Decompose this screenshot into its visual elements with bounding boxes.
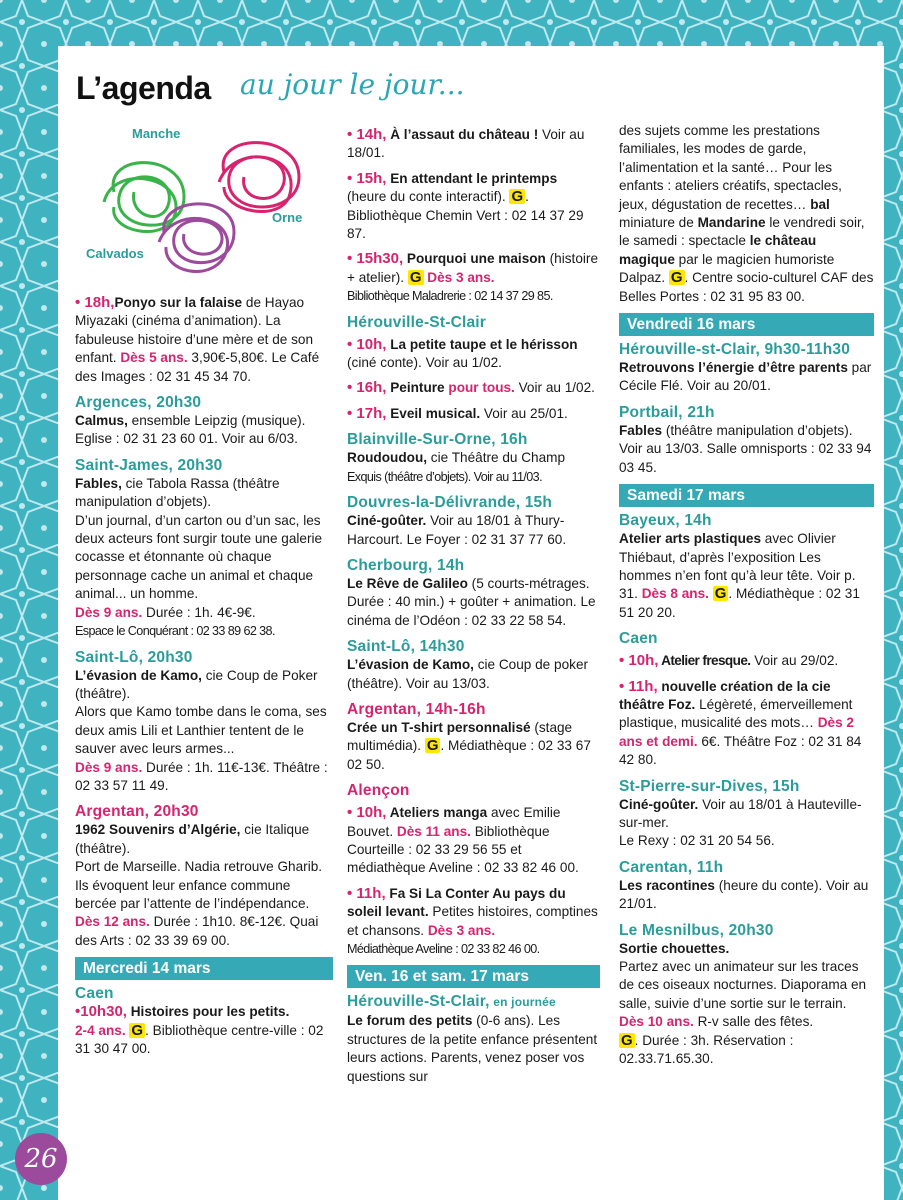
day-bar-vendredi: Vendredi 16 mars — [619, 313, 874, 336]
event-cine-douvres: Douvres-la-Délivrande, 15h Ciné-goûter. Voir au 18/01 à Thury-Harcourt. Le Foyer : 02 31 37 77 60. — [347, 494, 567, 547]
region-orne: Orne — [272, 210, 303, 225]
page-title: L’agenda — [76, 70, 211, 106]
event-ponyo: • 18h,Ponyo sur la falaise de Hayao Miyazaki (cinéma d’animation). La fabuleuse histoire d’une mère et de son enfant. Dès 5 ans. 3,90€-5,80€. Le Café des Images : 02 31 45 34 70. — [75, 294, 320, 384]
event-kamo: Saint-Lô, 20h30 L’évasion de Kamo, cie Coup de Poker (théâtre). Alors que Kamo tombe dans le coma, ses deux amis Lili et Lanthier tentent de le sauver avec leurs armes... Dès 9 ans. Durée : 1h. 11€-13€. Théâtre : 02 33 57 11 49. — [75, 648, 328, 793]
day-bar-ven-sam: Ven. 16 et sam. 17 mars — [347, 965, 600, 988]
badge-g: G — [670, 269, 683, 287]
event-chouettes: Le Mesnilbus, 20h30 Sortie chouettes. Partez avec un animateur sur les traces de ces oiseaux nocturnes. Diaporama en salle, suivie d’une sortie sur le terrain. Dès 10 ans. R-v salle des fêtes. G . Durée : 3h. Réservation : 02.33.71.65.30. — [619, 921, 867, 1067]
event-forum-continued: des sujets comme les prestations familiales, les modes de garde, l’alimentation et la santé… Pour les enfants : ateliers créatifs, spectacles, jeux, dégustation de recettes… bal miniature de Mandarine le vendredi soir, le samedi : spectacle le château magique par le magicien humoriste Dalpaz. G . Centre socio-culturel CAF des Belles Portes : 02 31 95 83 00. — [619, 123, 874, 304]
event-cine-stpierre: St-Pierre-sur-Dives, 15h Ciné-goûter. Voir au 18/01 à Hauteville-sur-mer. Le Rexy : 02 31 20 54 56. — [619, 777, 862, 849]
badge-g: G — [131, 1021, 144, 1039]
event-maison: • 15h30, Pourquoi une maison (histoire + atelier). G Dès 3 ans. Bibliothèque Maladrerie : 02 14 37 29 85. — [347, 250, 598, 304]
region-manche: Manche — [132, 126, 181, 141]
town-alencon: Alençon — [347, 782, 410, 800]
event-soleil-levant: • 11h, Fa Si La Conter Au pays du soleil levant. Petites histoires, comptines et chansons. Dès 3 ans. Médiathèque Aveline : 02 33 82 46 00. — [347, 884, 598, 956]
town-caen: Caen — [619, 630, 658, 648]
page-content — [58, 46, 884, 1200]
event-chateau: • 14h, À l’assaut du château ! Voir au 18/01. — [347, 126, 585, 161]
day-bar-samedi: Samedi 17 mars — [619, 484, 874, 507]
region-scribble-graphic — [74, 122, 314, 282]
event-fables-portbail: Portbail, 21h Fables (théâtre manipulation d’objets). Voir au 13/03. Salle omnisports : 02 33 94 03 45. — [619, 403, 872, 475]
event-fresque: • 10h, Atelier fresque. Voir au 29/02. — [619, 652, 839, 670]
event-eveil: • 17h, Eveil musical. Voir au 25/01. — [347, 404, 568, 422]
event-arts-plastiques: Bayeux, 14h Atelier arts plastiques avec Olivier Thiébaut, d’après l’exposition Les hommes n’en font qu’à leur tête. Voir p. 31. Dès 8 ans. G . Médiathèque : 02 31 51 20 20. — [619, 512, 860, 620]
event-manga: • 10h, Ateliers manga avec Emilie Bouvet. Dès 11 ans. Bibliothèque Courteille : 02 33 29 56 55 et médiathèque Aveline : 02 33 82 46 00. — [347, 804, 579, 876]
badge-g: G — [621, 1031, 633, 1049]
event-fables: Saint-James, 20h30 Fables, cie Tabola Rassa (théâtre manipulation d’objets). D’un journal, d’un carton ou d’un sac, les deux acteurs font surgir toute une galerie cocasse et étonnante où chaque personnage cache un animal et chaque animal... un homme. Dès 9 ans. Durée : 1h. 4€-9€. Espace le Conquérant : 02 33 89 62 38. — [75, 456, 323, 639]
event-foz: • 11h, nouvelle création de la cie théâtre Foz. Légèreté, émerveillement plastique, musicalité des mots… Dès 2 ans et demi. 6€. Théâtre Foz : 02 31 84 42 80. — [619, 677, 862, 768]
column-1 — [75, 294, 333, 1065]
event-calmus: Argences, 20h30 Calmus, ensemble Leipzig (musique). Eglise : 02 31 23 60 01. Voir au 6/03. — [75, 394, 306, 447]
town-herouville: Hérouville-St-Clair — [347, 313, 487, 331]
event-peinture: • 16h, Peinture pour tous. Voir au 1/02. — [347, 379, 595, 397]
event-racontines: Carentan, 11h Les racontines (heure du conte). Voir au 21/01. — [619, 858, 869, 912]
event-printemps: • 15h, En attendant le printemps (heure du conte interactif). G . Bibliothèque Chemin Vert : 02 14 37 29 87. — [347, 169, 584, 242]
badge-g: G — [714, 585, 727, 603]
region-calvados: Calvados — [86, 246, 144, 261]
badge-g: G — [409, 268, 422, 286]
event-roudoudou: Blainville-Sur-Orne, 16h Roudoudou, cie Théâtre du Champ Exquis (théâtre d’objets). Voir au 11/03. — [347, 431, 566, 484]
event-kamo-stlo: Saint-Lô, 14h30 L’évasion de Kamo, cie Coup de poker (théâtre). Voir au 13/03. — [347, 638, 589, 691]
event-tshirt: Argentan, 14h-16h Crée un T-shirt personnalisé (stage multimédia). G . Médiathèque : 02 33 67 02 50. — [347, 700, 591, 772]
event-histoires: Caen •10h30, Histoires pour les petits. 2-4 ans. G . Bibliothèque centre-ville : 02 31 30 47 00. — [75, 985, 324, 1056]
day-bar-mercredi: Mercredi 14 mars — [75, 957, 333, 980]
page-number: 26 — [15, 1133, 67, 1185]
event-galileo: Cherbourg, 14h Le Rêve de Galileo (5 courts-métrages. Durée : 40 min.) + goûter + animation. Le cinéma de l’Odéon : 02 33 22 58 54. — [347, 556, 596, 628]
page-subtitle: au jour le jour... — [240, 68, 465, 101]
badge-g: G — [511, 188, 524, 206]
column-2 — [347, 126, 600, 1093]
badge-g: G — [426, 737, 439, 755]
event-algerie: Argentan, 20h30 1962 Souvenirs d’Algérie, cie Italique (théâtre). Port de Marseille. Nadia retrouve Gharib. Ils évoquent leur enfance commune bercée par l’attente de l’indépendance. Dès 12 ans. Durée : 1h10. 8€-12€. Quai des Arts : 02 33 39 69 00. — [75, 803, 323, 948]
event-forum: Hérouville-St-Clair, en journée Le forum des petits (0-6 ans). Les structures de la petite enfance présentent leurs actions. Parents, venez poser vos questions sur — [347, 993, 598, 1084]
event-energie: Hérouville-st-Clair, 9h30-11h30 Retrouvons l’énergie d’être parents par Cécile Flé. Voir au 20/01. — [619, 341, 872, 394]
column-3 — [619, 122, 874, 1075]
event-taupe: • 10h, La petite taupe et le hérisson (ciné conte). Voir au 1/02. — [347, 335, 578, 371]
